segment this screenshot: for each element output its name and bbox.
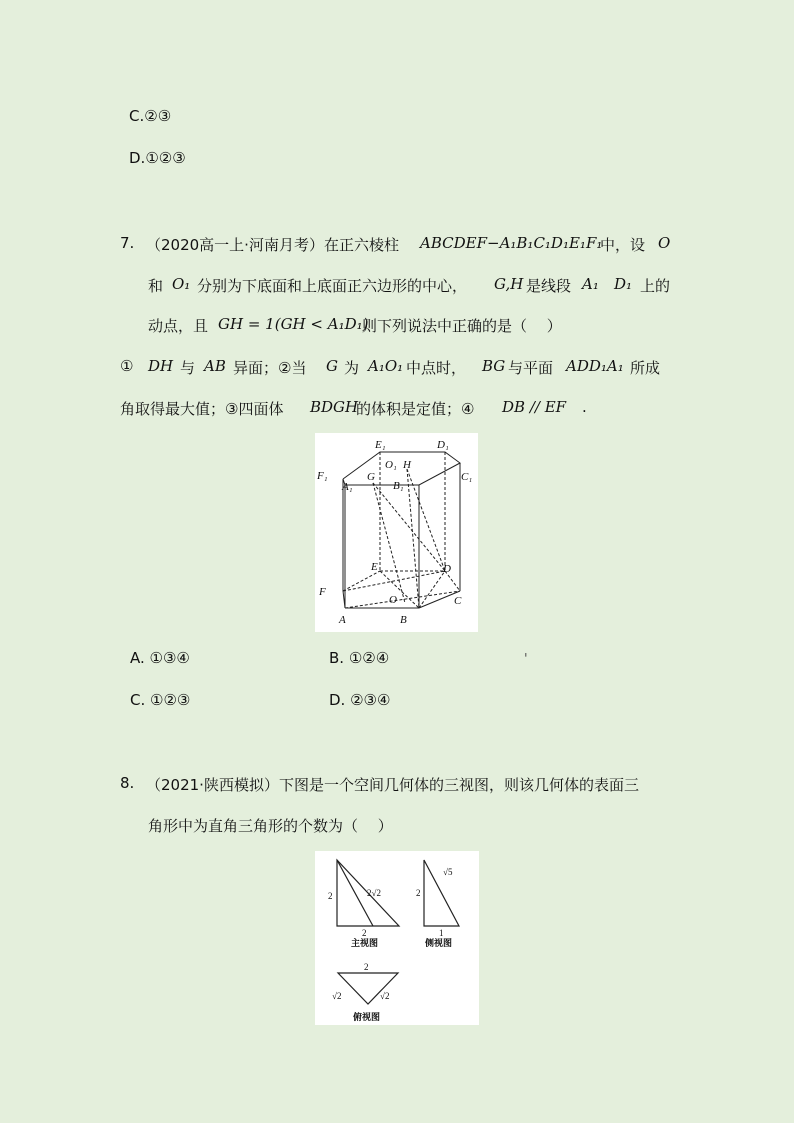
q7-line1-mid: 中，设 <box>600 236 646 254</box>
q7-option-b: B. ①②④ <box>329 649 390 667</box>
front-height-label: 2 <box>328 891 333 901</box>
label-f: F <box>319 586 326 598</box>
label-e: E <box>371 561 378 573</box>
q7-condition: GH = 1(GH < A₁D₁) <box>218 315 369 333</box>
q7-gh-label: G,H <box>494 275 524 293</box>
q7-prism-name: ABCDEF−A₁B₁C₁D₁E₁F₁ <box>420 234 603 252</box>
q7-line2-seg: 是线段 <box>526 277 572 295</box>
q7-o-label: O <box>658 234 671 252</box>
label-g: G <box>367 471 375 483</box>
q7-s1-dh: DH <box>148 357 174 375</box>
label-d: D <box>443 563 451 575</box>
q7-s4-end: . <box>582 398 587 416</box>
label-c: C <box>454 595 462 607</box>
q7-s2-a1o1: A₁O₁ <box>368 357 404 375</box>
label-a: A <box>339 614 346 626</box>
label-e1: E₁ <box>375 439 386 451</box>
label-o: O <box>389 594 397 606</box>
q7-s3-text: 的体积是定值；④ <box>356 400 475 418</box>
side-caption: 侧视图 <box>425 938 453 948</box>
q8-number: 8. <box>120 774 135 792</box>
q7-line2-and: 和 <box>148 277 164 295</box>
q7-o1-label: O₁ <box>172 275 191 293</box>
side-base-label: 1 <box>439 928 444 938</box>
q7-s1-ab: AB <box>204 357 226 375</box>
q7-s2-mid: 中点时， <box>406 359 467 377</box>
q7-s3-bdgh: BDGH <box>310 398 359 416</box>
q7-s2-end: 所成 <box>630 359 661 377</box>
q7-s2-g: G <box>326 357 338 375</box>
label-f1: F₁ <box>317 470 328 482</box>
hexagonal-prism-figure <box>315 433 478 632</box>
q7-line2-text: 分别为下底面和上底面正六边形的中心， <box>197 277 468 295</box>
front-base-label: 2 <box>362 928 367 938</box>
top-left-label: √2 <box>332 991 342 1001</box>
q7-line2-end: 上的 <box>640 277 671 295</box>
q7-s4-expr: DB // EF <box>502 398 567 416</box>
top-caption: 俯视图 <box>353 1012 381 1022</box>
front-hyp-label: 2√2 <box>367 888 381 898</box>
q7-option-d: D. ②③④ <box>329 691 391 709</box>
three-views-svg <box>315 851 479 1025</box>
hexagonal-prism-svg <box>315 433 478 632</box>
q7-s2-plane: 与平面 <box>508 359 554 377</box>
label-o1: O₁ <box>385 459 397 471</box>
q7-line1-prefix: （2020高一上·河南月考）在正六棱柱 <box>146 236 399 254</box>
label-d1: D₁ <box>437 439 449 451</box>
three-views-figure <box>315 851 479 1025</box>
top-right-label: √2 <box>380 991 390 1001</box>
label-b: B <box>400 614 407 626</box>
q7-line5-prefix: 角取得最大值；③四面体 <box>120 400 284 418</box>
side-hyp-label: √5 <box>443 867 453 877</box>
q7-s2-is: 为 <box>344 359 360 377</box>
label-h: H <box>403 459 411 471</box>
q7-line3-prefix: 动点，且 <box>148 317 209 335</box>
q7-s1-with: 与 <box>180 359 196 377</box>
side-height-label: 2 <box>416 888 421 898</box>
q8-line1: （2021·陕西模拟）下图是一个空间几何体的三视图，则该几何体的表面三 <box>146 776 639 794</box>
q7-s1-text: 异面；②当 <box>233 359 307 377</box>
q7-d1-label: D₁ <box>614 275 633 293</box>
q7-number: 7. <box>120 234 135 252</box>
label-a1: A₁ <box>342 481 353 493</box>
q6-option-c: C.②③ <box>129 107 172 125</box>
q7-s2-bg: BG <box>482 357 506 375</box>
q6-option-d: D.①②③ <box>129 149 186 167</box>
top-width-label: 2 <box>364 962 369 972</box>
q7-s1-num: ① <box>120 357 134 375</box>
stray-mark: ' <box>524 652 528 667</box>
q7-s2-add1a1: ADD₁A₁ <box>566 357 624 375</box>
label-b1: B₁ <box>393 480 404 492</box>
label-c1: C₁ <box>461 471 473 483</box>
q7-option-a: A. ①③④ <box>130 649 190 667</box>
front-caption: 主视图 <box>351 938 379 948</box>
q7-option-c: C. ①②③ <box>130 691 191 709</box>
q7-line3-suffix: 则下列说法中正确的是（ ） <box>362 317 562 335</box>
q7-a1-label: A₁ <box>582 275 599 293</box>
q8-line2: 角形中为直角三角形的个数为（ ） <box>148 817 393 835</box>
